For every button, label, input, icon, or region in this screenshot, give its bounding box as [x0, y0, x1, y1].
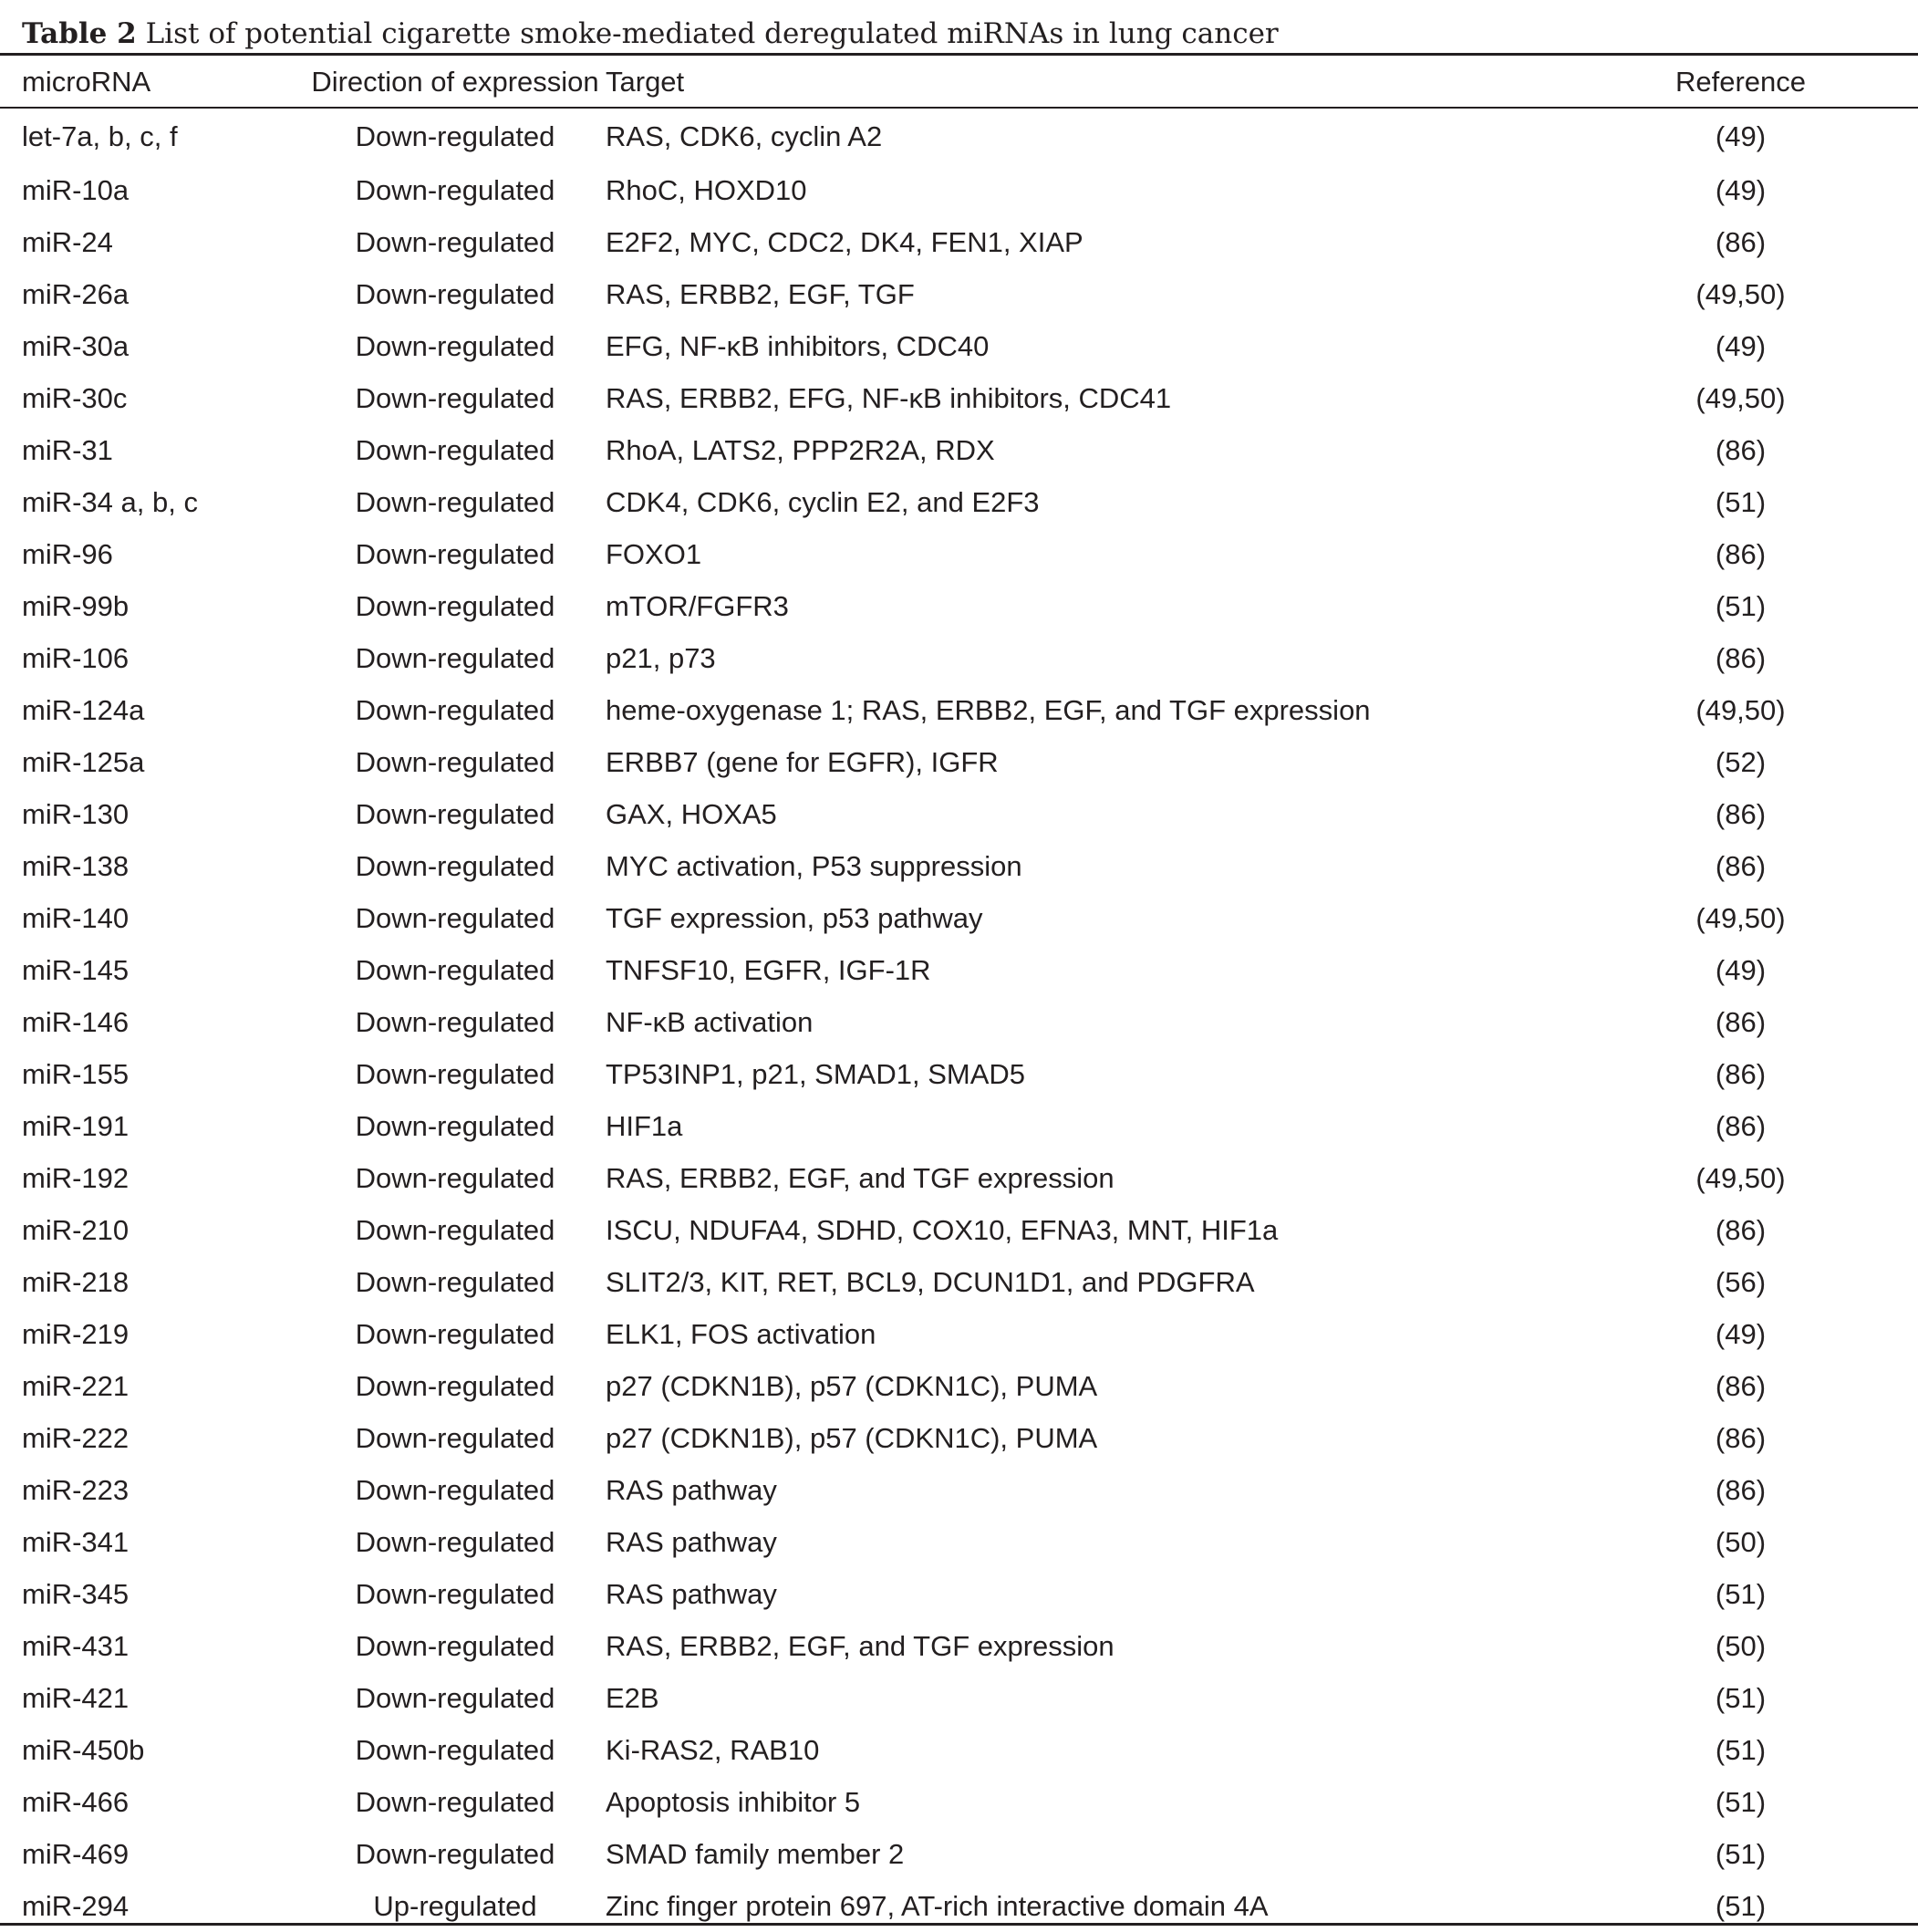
cell-reference: (51)	[1715, 1681, 1767, 1714]
cell-reference: (49,50)	[1695, 693, 1786, 726]
table-row	[0, 1412, 1918, 1464]
cell-reference: (49)	[1715, 173, 1767, 206]
cell-direction: Down-regulated	[355, 1473, 555, 1506]
cell-target: MYC activation, P53 suppression	[606, 849, 1022, 882]
table-row	[0, 788, 1918, 840]
cell-direction: Down-regulated	[355, 1265, 555, 1298]
cell-reference: (51)	[1715, 1837, 1767, 1870]
cell-target: GAX, HOXA5	[606, 797, 777, 830]
cell-microrna: miR-10a	[22, 173, 130, 206]
column-header-direction: Direction of expression	[311, 65, 599, 98]
cell-direction: Down-regulated	[355, 1161, 555, 1194]
cell-direction: Down-regulated	[355, 745, 555, 778]
cell-reference: (49)	[1715, 953, 1767, 986]
cell-reference: (56)	[1715, 1265, 1767, 1298]
cell-direction: Down-regulated	[355, 485, 555, 518]
cell-microrna: miR-146	[22, 1005, 130, 1038]
column-header-target: Target	[606, 65, 685, 98]
cell-direction: Down-regulated	[355, 1005, 555, 1038]
cell-reference: (86)	[1715, 537, 1767, 570]
cell-reference: (52)	[1715, 745, 1767, 778]
cell-target: ERBB7 (gene for EGFR), IGFR	[606, 745, 999, 778]
cell-target: SMAD family member 2	[606, 1837, 905, 1870]
table-row	[0, 372, 1918, 424]
cell-target: RAS, ERBB2, EGF, and TGF expression	[606, 1629, 1115, 1662]
cell-target: heme-oxygenase 1; RAS, ERBB2, EGF, and TGF expression	[606, 693, 1371, 726]
table-row	[0, 1308, 1918, 1360]
cell-reference: (86)	[1715, 1369, 1767, 1402]
table-caption-label: Table 2	[22, 17, 137, 50]
table-row	[0, 216, 1918, 268]
cell-reference: (49,50)	[1695, 277, 1786, 310]
cell-direction: Down-regulated	[355, 1733, 555, 1766]
cell-target: SLIT2/3, KIT, RET, BCL9, DCUN1D1, and PDGFRA	[606, 1265, 1255, 1298]
cell-microrna: miR-30a	[22, 329, 130, 362]
cell-direction: Down-regulated	[355, 953, 555, 986]
table-row	[0, 268, 1918, 320]
table-row	[0, 1360, 1918, 1412]
mirna-table	[0, 56, 1918, 1932]
cell-microrna: miR-124a	[22, 693, 145, 726]
cell-microrna: miR-469	[22, 1837, 130, 1870]
cell-target: RAS pathway	[606, 1525, 777, 1558]
cell-target: EFG, NF-κB inhibitors, CDC40	[606, 329, 990, 362]
cell-target: TGF expression, p53 pathway	[606, 901, 983, 934]
table-caption-text: List of potential cigarette smoke-mediated deregulated miRNAs in lung cancer	[145, 17, 1279, 50]
table-row	[0, 1256, 1918, 1308]
table-row	[0, 840, 1918, 892]
cell-microrna: miR-125a	[22, 745, 145, 778]
cell-target: RAS pathway	[606, 1577, 777, 1610]
cell-microrna: miR-96	[22, 537, 113, 570]
table-row	[0, 424, 1918, 476]
cell-microrna: miR-24	[22, 225, 113, 258]
cell-reference: (49,50)	[1695, 381, 1786, 414]
table-row	[0, 528, 1918, 580]
cell-reference: (49)	[1715, 329, 1767, 362]
cell-microrna: miR-31	[22, 433, 113, 466]
cell-target: CDK4, CDK6, cyclin E2, and E2F3	[606, 485, 1040, 518]
cell-microrna: miR-222	[22, 1421, 130, 1454]
table-row	[0, 1620, 1918, 1672]
cell-direction: Down-regulated	[355, 797, 555, 830]
table-row	[0, 1152, 1918, 1204]
cell-direction: Down-regulated	[355, 329, 555, 362]
cell-microrna: miR-218	[22, 1265, 130, 1298]
table-row	[0, 1828, 1918, 1880]
cell-reference: (49,50)	[1695, 1161, 1786, 1194]
cell-target: RAS, CDK6, cyclin A2	[606, 120, 883, 152]
cell-direction: Up-regulated	[373, 1889, 537, 1922]
cell-direction: Down-regulated	[355, 433, 555, 466]
cell-microrna: miR-223	[22, 1473, 130, 1506]
cell-microrna: miR-30c	[22, 381, 128, 414]
table-row	[0, 684, 1918, 736]
cell-microrna: miR-219	[22, 1317, 130, 1350]
cell-target: ELK1, FOS activation	[606, 1317, 876, 1350]
cell-reference: (86)	[1715, 641, 1767, 674]
table-row	[0, 1672, 1918, 1724]
cell-direction: Down-regulated	[355, 1109, 555, 1142]
cell-target: RAS pathway	[606, 1473, 777, 1506]
cell-microrna: miR-140	[22, 901, 130, 934]
cell-reference: (49)	[1715, 1317, 1767, 1350]
cell-target: p27 (CDKN1B), p57 (CDKN1C), PUMA	[606, 1421, 1098, 1454]
cell-target: ISCU, NDUFA4, SDHD, COX10, EFNA3, MNT, HIF1a	[606, 1213, 1279, 1246]
table-caption	[22, 11, 1279, 57]
cell-microrna: miR-34 a, b, c	[22, 485, 198, 518]
cell-target: E2B	[606, 1681, 659, 1714]
table-row	[0, 1568, 1918, 1620]
cell-microrna: miR-450b	[22, 1733, 145, 1766]
cell-reference: (51)	[1715, 1733, 1767, 1766]
cell-target: RAS, ERBB2, EFG, NF-κB inhibitors, CDC41	[606, 381, 1172, 414]
table-row	[0, 1204, 1918, 1256]
table-row	[0, 1724, 1918, 1776]
cell-microrna: miR-341	[22, 1525, 130, 1558]
table-row	[0, 108, 1918, 164]
cell-microrna: miR-145	[22, 953, 130, 986]
cell-direction: Down-regulated	[355, 537, 555, 570]
table-row	[0, 1776, 1918, 1828]
cell-reference: (51)	[1715, 589, 1767, 622]
cell-target: Zinc finger protein 697, AT-rich interactive domain 4A	[606, 1889, 1269, 1922]
cell-microrna: miR-192	[22, 1161, 130, 1194]
table-row	[0, 1880, 1918, 1932]
table-row	[0, 1100, 1918, 1152]
cell-microrna: miR-431	[22, 1629, 130, 1662]
table-row	[0, 892, 1918, 944]
cell-direction: Down-regulated	[355, 1525, 555, 1558]
cell-direction: Down-regulated	[355, 277, 555, 310]
cell-reference: (51)	[1715, 1889, 1767, 1922]
table-header-row	[0, 56, 1918, 108]
cell-reference: (86)	[1715, 797, 1767, 830]
cell-reference: (86)	[1715, 1421, 1767, 1454]
column-header-reference: Reference	[1674, 65, 1807, 98]
table-row	[0, 320, 1918, 372]
cell-target: RhoA, LATS2, PPP2R2A, RDX	[606, 433, 995, 466]
cell-reference: (86)	[1715, 225, 1767, 258]
cell-target: p27 (CDKN1B), p57 (CDKN1C), PUMA	[606, 1369, 1098, 1402]
cell-direction: Down-regulated	[355, 589, 555, 622]
cell-reference: (86)	[1715, 433, 1767, 466]
cell-reference: (49,50)	[1695, 901, 1786, 934]
cell-target: TNFSF10, EGFR, IGF-1R	[606, 953, 931, 986]
cell-reference: (86)	[1715, 1213, 1767, 1246]
cell-direction: Down-regulated	[355, 849, 555, 882]
cell-microrna: miR-138	[22, 849, 130, 882]
cell-direction: Down-regulated	[355, 173, 555, 206]
cell-target: Ki-RAS2, RAB10	[606, 1733, 820, 1766]
cell-microrna: miR-466	[22, 1785, 130, 1818]
cell-reference: (51)	[1715, 485, 1767, 518]
cell-direction: Down-regulated	[355, 641, 555, 674]
cell-microrna: miR-345	[22, 1577, 130, 1610]
table-row	[0, 476, 1918, 528]
cell-target: NF-κB activation	[606, 1005, 814, 1038]
cell-target: mTOR/FGFR3	[606, 589, 789, 622]
cell-reference: (50)	[1715, 1525, 1767, 1558]
cell-reference: (50)	[1715, 1629, 1767, 1662]
cell-target: E2F2, MYC, CDC2, DK4, FEN1, XIAP	[606, 225, 1083, 258]
cell-direction: Down-regulated	[355, 1837, 555, 1870]
cell-target: HIF1a	[606, 1109, 683, 1142]
cell-reference: (86)	[1715, 849, 1767, 882]
cell-microrna: miR-106	[22, 641, 130, 674]
cell-microrna: miR-130	[22, 797, 130, 830]
cell-direction: Down-regulated	[355, 225, 555, 258]
cell-reference: (49)	[1715, 120, 1767, 152]
table-row	[0, 1048, 1918, 1100]
cell-target: TP53INP1, p21, SMAD1, SMAD5	[606, 1057, 1026, 1090]
table-row	[0, 1464, 1918, 1516]
cell-direction: Down-regulated	[355, 901, 555, 934]
cell-microrna: miR-26a	[22, 277, 130, 310]
table-row	[0, 996, 1918, 1048]
table-body	[0, 108, 1918, 1932]
cell-direction: Down-regulated	[355, 1213, 555, 1246]
cell-reference: (86)	[1715, 1005, 1767, 1038]
cell-reference: (86)	[1715, 1109, 1767, 1142]
cell-reference: (51)	[1715, 1577, 1767, 1610]
cell-direction: Down-regulated	[355, 1629, 555, 1662]
cell-microrna: miR-221	[22, 1369, 130, 1402]
cell-target: RAS, ERBB2, EGF, and TGF expression	[606, 1161, 1115, 1194]
cell-direction: Down-regulated	[355, 120, 555, 152]
cell-microrna: miR-210	[22, 1213, 130, 1246]
column-header-microrna: microRNA	[22, 65, 151, 98]
cell-reference: (86)	[1715, 1057, 1767, 1090]
cell-direction: Down-regulated	[355, 1785, 555, 1818]
table-row	[0, 580, 1918, 632]
cell-target: Apoptosis inhibitor 5	[606, 1785, 861, 1818]
cell-reference: (51)	[1715, 1785, 1767, 1818]
cell-reference: (86)	[1715, 1473, 1767, 1506]
table-row	[0, 632, 1918, 684]
cell-target: RAS, ERBB2, EGF, TGF	[606, 277, 915, 310]
cell-microrna: miR-421	[22, 1681, 130, 1714]
table-row	[0, 164, 1918, 216]
cell-direction: Down-regulated	[355, 1317, 555, 1350]
cell-direction: Down-regulated	[355, 1577, 555, 1610]
table-row	[0, 1516, 1918, 1568]
cell-direction: Down-regulated	[355, 1681, 555, 1714]
cell-direction: Down-regulated	[355, 693, 555, 726]
cell-microrna: let-7a, b, c, f	[22, 120, 178, 152]
cell-microrna: miR-155	[22, 1057, 130, 1090]
cell-direction: Down-regulated	[355, 1057, 555, 1090]
table-row	[0, 944, 1918, 996]
cell-direction: Down-regulated	[355, 1421, 555, 1454]
cell-microrna: miR-294	[22, 1889, 130, 1922]
cell-direction: Down-regulated	[355, 381, 555, 414]
cell-direction: Down-regulated	[355, 1369, 555, 1402]
cell-microrna: miR-191	[22, 1109, 130, 1142]
cell-microrna: miR-99b	[22, 589, 130, 622]
cell-target: p21, p73	[606, 641, 716, 674]
cell-target: RhoC, HOXD10	[606, 173, 807, 206]
cell-target: FOXO1	[606, 537, 702, 570]
table-row	[0, 736, 1918, 788]
